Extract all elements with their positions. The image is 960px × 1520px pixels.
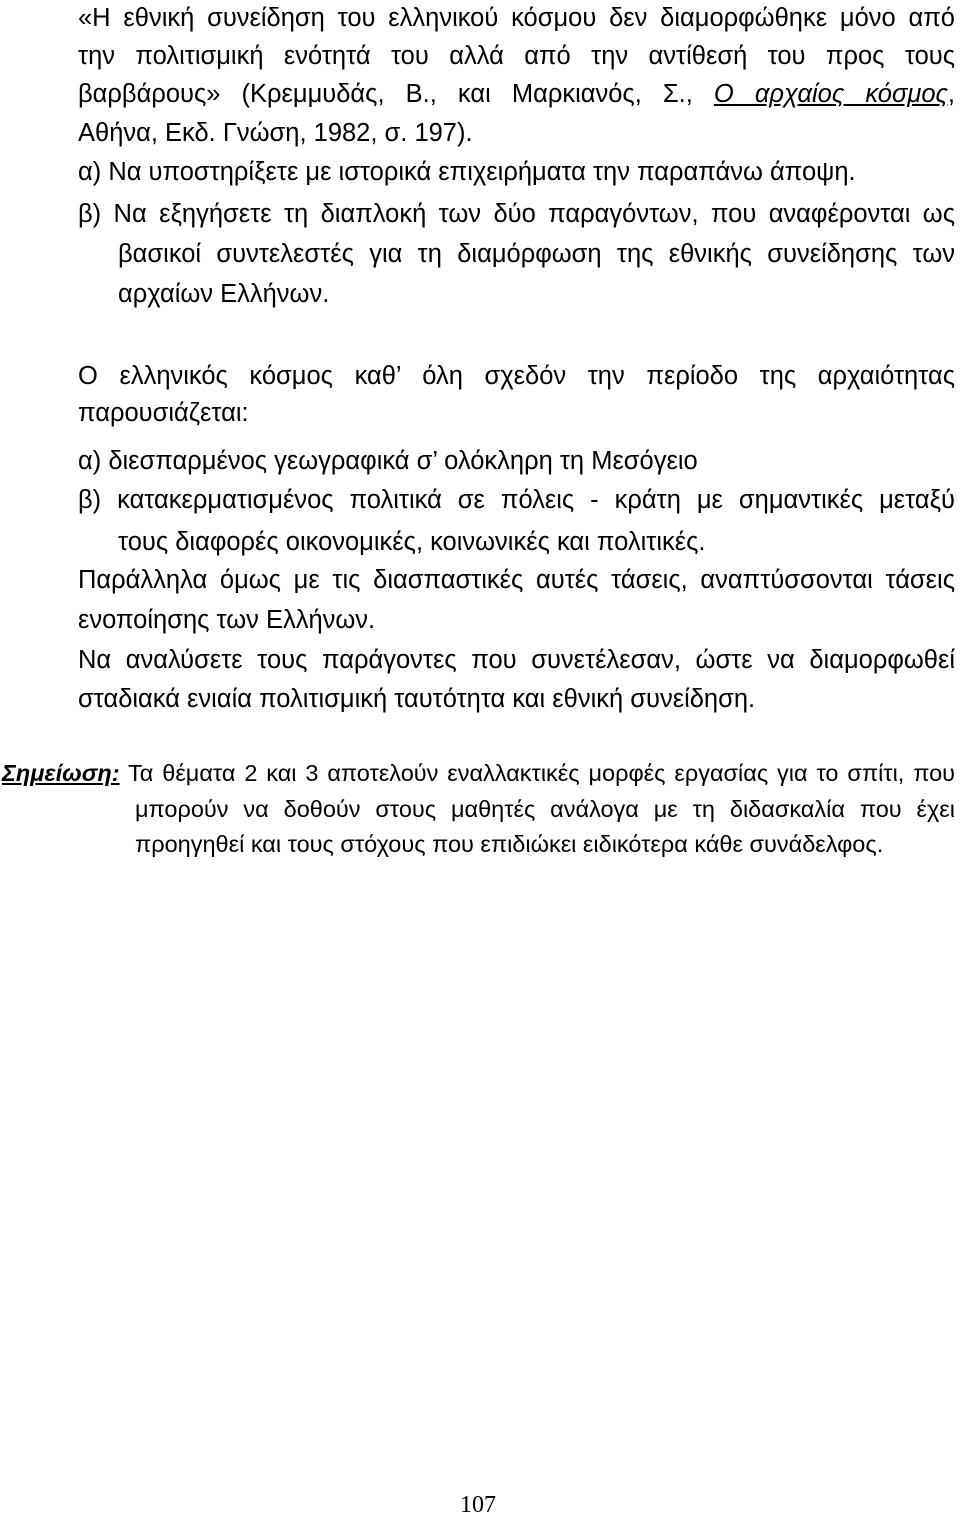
intro-line: παρουσιάζεται: xyxy=(78,399,249,427)
page-number: 107 xyxy=(460,1492,496,1518)
citation-line xyxy=(78,81,955,107)
book-title: Ο αρχαίος κόσμος xyxy=(713,80,948,108)
point-b-line: τους διαφορές οικονομικές, κοινωνικές και πολιτικές. xyxy=(118,528,706,556)
note-line: μπορούν να δοθούν στους μαθητές ανάλογα με τη διδασκαλία που έχει xyxy=(135,796,955,822)
intro-line: Ο ελληνικός κόσμος καθ’ όλη σχεδόν την περίοδο της αρχαιότητας xyxy=(78,362,955,390)
task-b-line: β) Να εξηγήσετε τη διαπλοκή των δύο παραγόντων, που αναφέρονται ως xyxy=(78,200,955,228)
note-text: Τα θέματα 2 και 3 αποτελούν εναλλακτικές μορφές εργασίας για το σπίτι, που xyxy=(128,760,955,786)
task-b-line: αρχαίων Ελλήνων. xyxy=(118,280,330,308)
note-label: Σημείωση: xyxy=(2,760,120,786)
task-line: Να αναλύσετε τους παράγοντες που συνετέλεσαν, ώστε να διαμορφωθεί xyxy=(78,646,955,674)
quote-line: την πολιτισμική ενότητά του αλλά από την αντίθεσή του προς τους xyxy=(78,42,955,70)
note-line: προηγηθεί και τους στόχους που επιδιώκει ειδικότερα κάθε συνάδελφος. xyxy=(135,831,884,857)
quote-line: «Η εθνική συνείδηση του ελληνικού κόσμου δεν διαμορφώθηκε μόνο από xyxy=(78,4,955,32)
publication-line: Αθήνα, Εκδ. Γνώση, 1982, σ. 197). xyxy=(78,119,473,147)
citation-authors: βαρβάρους» (Κρεμμυδάς, Β., και Μαρκιανός, Σ., xyxy=(78,80,693,108)
unification-line: ενοποίησης των Ελλήνων. xyxy=(78,606,376,634)
task-a: α) Να υποστηρίξετε με ιστορικά επιχειρήματα την παραπάνω άποψη. xyxy=(78,158,856,186)
task-b-line: βασικοί συντελεστές για τη διαμόρφωση της εθνικής συνείδησης των xyxy=(118,240,955,268)
unification-line: Παράλληλα όμως με τις διασπαστικές αυτές τάσεις, αναπτύσσονται τάσεις xyxy=(78,566,955,594)
point-a: α) διεσπαρμένος γεωγραφικά σ’ ολόκληρη τη Μεσόγειο xyxy=(78,447,698,475)
note-line xyxy=(2,761,955,785)
task-line: σταδιακά ενιαία πολιτισμική ταυτότητα και εθνική συνείδηση. xyxy=(78,685,756,713)
citation-comma: , xyxy=(947,80,955,108)
point-b-line: β) κατακερματισμένος πολιτικά σε πόλεις - κράτη με σημαντικές μεταξύ xyxy=(78,486,955,514)
